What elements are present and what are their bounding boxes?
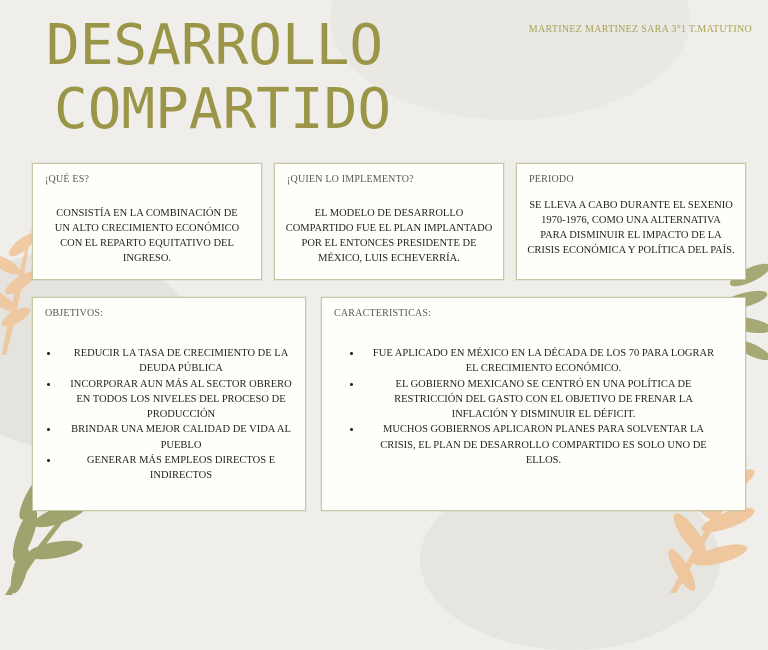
title-line-2: COMPARTIDO: [54, 77, 392, 142]
caracteristicas-list: [348, 346, 721, 468]
card-label-objetivos: OBJETIVOS:: [45, 308, 104, 319]
list-item: • GENERAR MÁS EMPLEOS DIRECTOS E INDIRECTOS: [59, 453, 299, 484]
author-label: MARTINEZ MARTINEZ SARA 3°1 T.MATUTINO: [528, 24, 752, 35]
list-item: • INCORPORAR AUN MÁS AL SECTOR OBRERO EN TODOS LOS NIVELES DEL PROCESO DE PRODUCCIÓN: [59, 377, 299, 423]
card-periodo: [516, 163, 746, 280]
card-que-es: [32, 163, 262, 280]
card-label-periodo: PERIODO: [529, 174, 574, 185]
card-body-quien: EL MODELO DE DESARROLLO COMPARTIDO FUE EL PLAN IMPLANTADO POR EL ENTONCES PRESIDENTE DE MÉXICO, LUIS ECHEVERRÍA.: [285, 208, 493, 264]
card-caracteristicas: [321, 297, 746, 511]
card-body-periodo: SE LLEVA A CABO DURANTE EL SEXENIO 1970-1976, COMO UNA ALTERNATIVA PARA DISMINUIR EL IMPACTO DE LA CRISIS ECONÓMICA Y POLÍTICA DEL PAÍS.: [527, 200, 735, 256]
card-label-caracteristicas: CARACTERISTICAS:: [334, 308, 432, 319]
list-item: • BRINDAR UNA MEJOR CALIDAD DE VIDA AL PUEBLO: [59, 422, 299, 453]
list-item: • FUE APLICADO EN MÉXICO EN LA DÉCADA DE LOS 70 PARA LOGRAR EL CRECIMIENTO ECONÓMICO.: [362, 346, 721, 377]
card-objetivos: [32, 297, 306, 511]
list-item: • MUCHOS GOBIERNOS APLICARON PLANES PARA SOLVENTAR LA CRISIS, EL PLAN DE DESARROLLO COMPARTIDO ES SOLO UNO DE ELLOS.: [362, 422, 721, 468]
list-item: • REDUCIR LA TASA DE CRECIMIENTO DE LA DEUDA PÚBLICA: [59, 346, 299, 377]
title-line-1: DESARROLLO: [46, 13, 384, 78]
list-item: • EL GOBIERNO MEXICANO SE CENTRÓ EN UNA POLÍTICA DE RESTRICCIÓN DEL GASTO CON EL OBJETIVO DE FRENAR LA INFLACIÓN Y DISMINUIR EL DÉFICIT.: [362, 377, 721, 423]
card-label-quien: ¡QUIEN LO IMPLEMENTO?: [287, 174, 414, 185]
card-label-que-es: ¡QUÉ ES?: [45, 174, 90, 185]
objetivos-list: [45, 346, 299, 484]
card-body-que-es: CONSISTÍA EN LA COMBINACIÓN DE UN ALTO CRECIMIENTO ECONÓMICO CON EL REPARTO EQUITATIVO DEL INGRESO.: [54, 208, 240, 264]
page-title: [46, 14, 391, 142]
card-quien-lo-implemento: [274, 163, 504, 280]
